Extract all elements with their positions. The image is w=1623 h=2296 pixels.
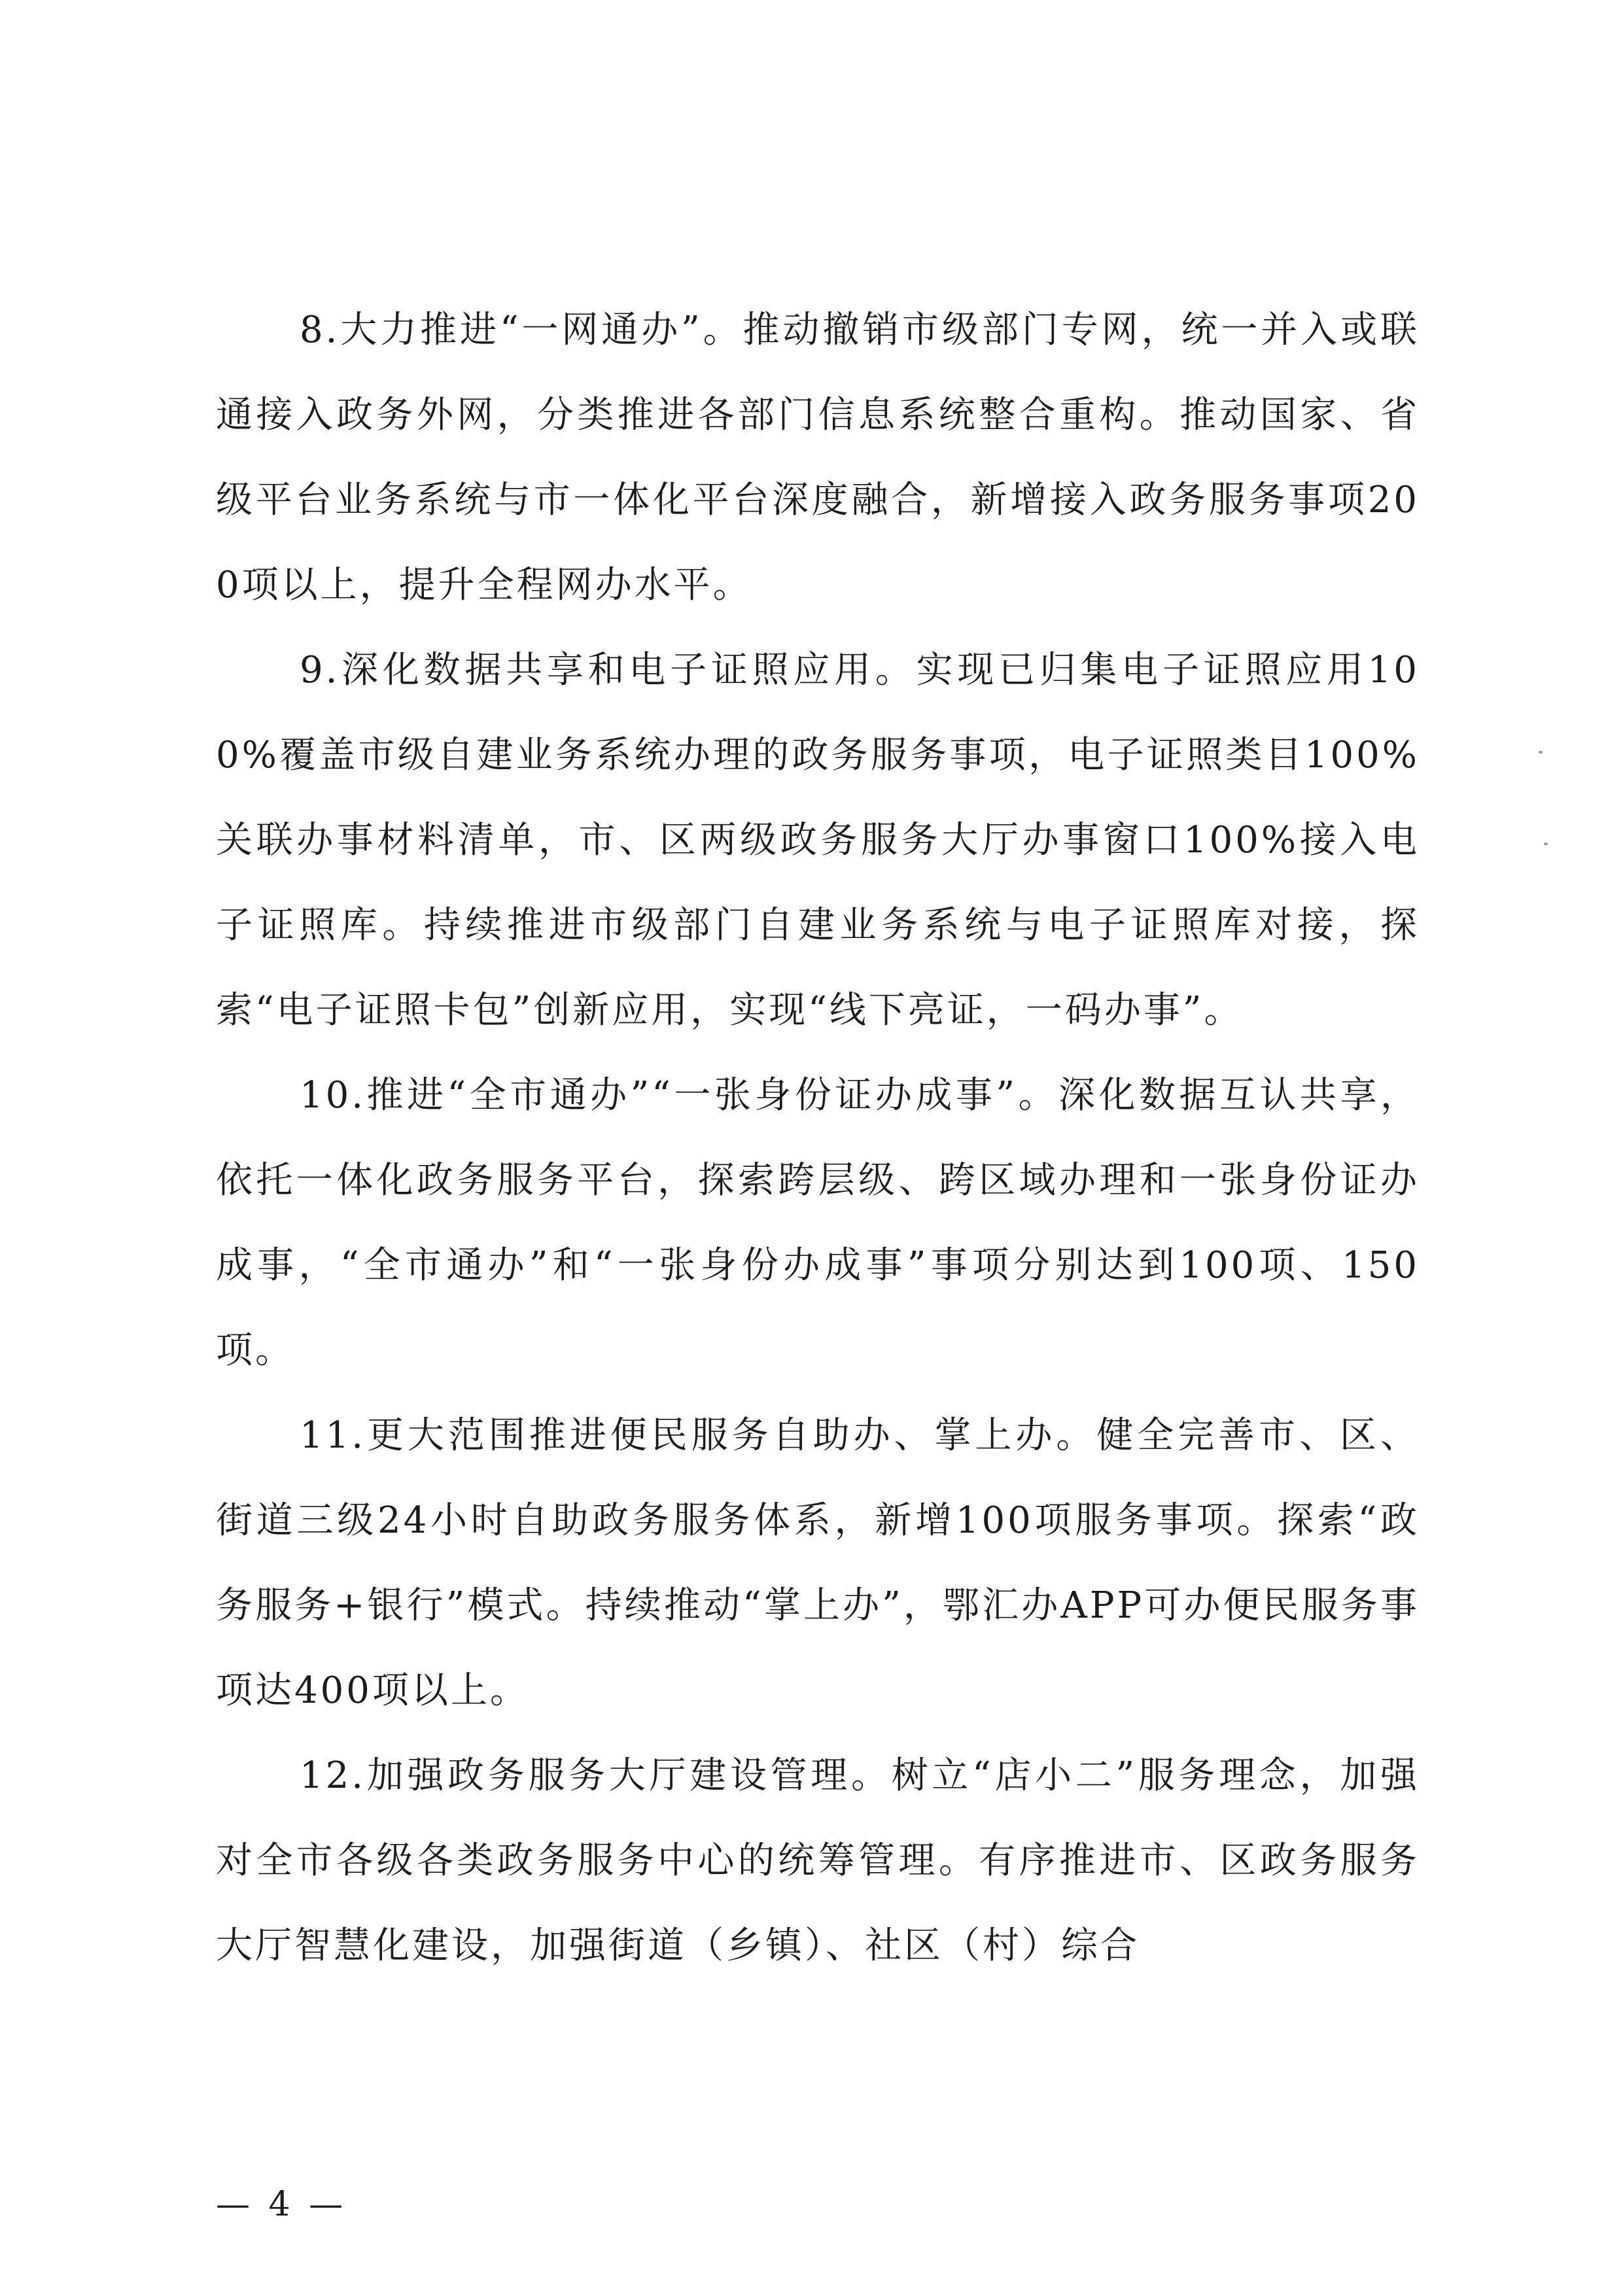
scan-speck xyxy=(1544,843,1548,845)
paragraph-item-8: 8.大力推进“一网通办”。推动撤销市级部门专网，统一并入或联通接入政务外网，分类推进各部门信息系统整合重构。推动国家、省级平台业务系统与市一体化平台深度融合，新增接入政务服务事项200项以上，提升全程网办水平。 xyxy=(216,309,1420,606)
page-number: — 4 — xyxy=(216,2185,347,2224)
paragraph-item-9: 9.深化数据共享和电子证照应用。实现已归集电子证照应用100%覆盖市级自建业务系统办理的政务服务事项，电子证照类目100%关联办事材料清单，市、区两级政务服务大厅办事窗口100%接入电子证照库。持续推进市级部门自建业务系统与电子证照库对接，探索“电子证照卡包”创新应用，实现“线下亮证，一码办事”。 xyxy=(216,649,1420,1032)
paragraph-item-10: 10.推进“全市通办”“一张身份证办成事”。深化数据互认共享，依托一体化政务服务平台，探索跨层级、跨区域办理和一张身份证办成事，“全市通办”和“一张身份办成事”事项分别达到100项、150项。 xyxy=(216,1074,1420,1372)
paragraph-item-12: 12.加强政务服务大厅建设管理。树立“店小二”服务理念，加强对全市各级各类政务服务中心的统筹管理。有序推进市、区政务服务大厅智慧化建设，加强街道（乡镇）、社区（村）综合 xyxy=(216,1754,1420,1967)
paragraph-item-11: 11.更大范围推进便民服务自助办、掌上办。健全完善市、区、街道三级24小时自助政务服务体系，新增100项服务事项。探索“政务服务+银行”模式。持续推动“掌上办”，鄂汇办APP可办便民服务事项达400项以上。 xyxy=(216,1414,1420,1712)
document-body xyxy=(216,288,1420,1989)
scan-speck xyxy=(1539,751,1543,754)
